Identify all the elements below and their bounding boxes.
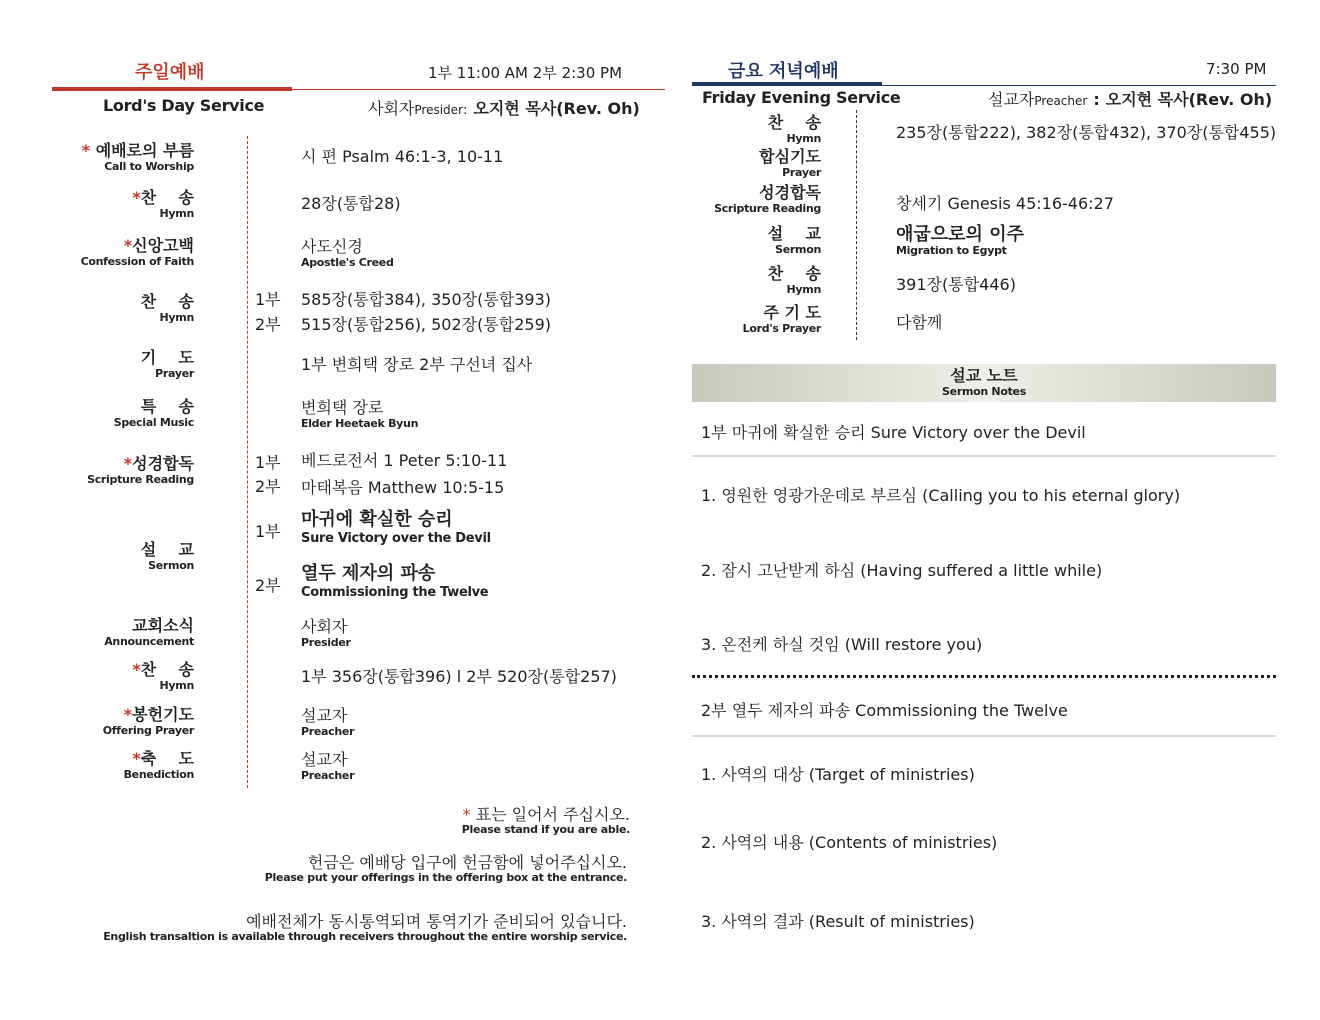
presider-label-en: Presider: [414, 103, 463, 117]
friday-time: 7:30 PM: [1206, 60, 1267, 78]
friday-value-scripture: 창세기 Genesis 45:16-46:27: [896, 194, 1114, 213]
notice-translation: 예배전체가 동시통역되며 통역기가 준비되어 있습니다. English transaltion is available through receivers throughout the entire worship service.: [103, 912, 627, 943]
notes-part1-point: 1. 영원한 영광가운데로 부르심 (Calling you to his eternal glory): [701, 486, 1181, 505]
order-value-sermon-part1: 마귀에 확실한 승리 Sure Victory over the Devil: [301, 509, 491, 546]
preacher-name: 오지현 목사(Rev. Oh): [1105, 90, 1273, 109]
friday-label-prayer: 합심기도 Prayer: [759, 147, 821, 179]
order-label-hymn-2: 찬 송 Hymn: [140, 292, 194, 324]
presider-label: 사회자: [368, 99, 415, 118]
notes-part1-point: 3. 온전케 하실 것임 (Will restore you): [701, 635, 983, 654]
order-value-announcement: 사회자 Presider: [301, 617, 351, 649]
order-value-prayer: 1부 변희택 장로 2부 구선녀 집사: [301, 355, 533, 374]
order-value-hymn-2-part1: 585장(통합384), 350장(통합393): [301, 290, 552, 309]
friday-order-divider: [856, 110, 857, 340]
notes-part2-point: 1. 사역의 대상 (Target of ministries): [701, 765, 975, 784]
notes-part2-title: 2부 열두 제자의 파송 Commissioning the Twelve: [701, 701, 1068, 720]
lords-day-header-rule-thin: [292, 89, 665, 90]
friday-label-sermon: 설 교 Sermon: [767, 224, 821, 256]
order-label-prayer: 기 도 Prayer: [140, 348, 194, 380]
lords-day-title-en: Lord's Day Service: [103, 96, 265, 115]
presider-line: [368, 96, 640, 119]
friday-title-en: Friday Evening Service: [702, 88, 901, 107]
part-label: 2부: [255, 477, 281, 496]
notice-standing: * 표는 일어서 주십시오. Please stand if you are able.: [461, 805, 630, 836]
sermon-notes-header: [692, 364, 1276, 402]
notes-part2-point: 3. 사역의 결과 (Result of ministries): [701, 912, 975, 931]
order-value-hymn-3: 1부 356장(통합396) l 2부 520장(통합257): [301, 667, 617, 686]
order-label-hymn-1: *찬 송 Hymn: [132, 188, 194, 220]
sermon-notes-title: 설교 노트: [950, 366, 1018, 385]
part-label: 1부: [255, 453, 281, 472]
preacher-colon: :: [1093, 90, 1100, 109]
order-value-offering-prayer: 설교자 Preacher: [301, 706, 355, 738]
presider-colon: :: [462, 103, 468, 118]
friday-value-lords-prayer: 다함께: [896, 313, 943, 332]
notes-divider: [692, 455, 1276, 457]
order-label-scripture: *성경합독 Scripture Reading: [87, 454, 194, 486]
friday-value-sermon: 애굽으로의 이주 Migration to Egypt: [896, 224, 1024, 257]
order-value-hymn-1: 28장(통합28): [301, 194, 401, 213]
part-label: 2부: [255, 576, 281, 595]
order-value-special-music: 변희택 장로 Elder Heetaek Byun: [301, 398, 419, 430]
order-value-call-to-worship: 시 편 Psalm 46:1-3, 10-11: [301, 147, 504, 166]
order-value-hymn-2-part2: 515장(통합256), 502장(통합259): [301, 315, 552, 334]
order-value-benediction: 설교자 Preacher: [301, 750, 355, 782]
friday-value-hymn-1: 235장(통합222), 382장(통합432), 370장(통합455): [896, 123, 1277, 142]
preacher-line: [988, 87, 1272, 110]
order-value-scripture-part1: 베드로전서 1 Peter 5:10-11: [301, 451, 508, 470]
friday-title: 금요 저녁예배: [728, 61, 839, 82]
preacher-label-en: Preacher: [1034, 94, 1088, 108]
friday-label-hymn-2: 찬 송 Hymn: [767, 264, 821, 296]
notes-part2-point: 2. 사역의 내용 (Contents of ministries): [701, 833, 998, 852]
order-value-confession: 사도신경 Apostle's Creed: [301, 237, 394, 269]
order-label-sermon: 설 교 Sermon: [140, 540, 194, 572]
order-label-hymn-3: *찬 송 Hymn: [132, 660, 194, 692]
lords-day-time: 1부 11:00 AM 2부 2:30 PM: [428, 64, 623, 82]
notes-dotted-divider: [692, 675, 1276, 678]
order-label-call-to-worship: * 예배로의 부름 Call to Worship: [81, 141, 194, 173]
order-value-sermon-part2: 열두 제자의 파송 Commissioning the Twelve: [301, 563, 489, 600]
sermon-notes-title-en: Sermon Notes: [942, 385, 1026, 398]
order-label-offering-prayer: *봉헌기도 Offering Prayer: [102, 705, 194, 737]
notes-part1-point: 2. 잠시 고난받게 하심 (Having suffered a little while): [701, 561, 1103, 580]
notice-offering: 헌금은 예배당 입구에 헌금함에 넣어주십시오. Please put your offerings in the offering box at the entrance.: [264, 853, 627, 884]
order-label-special-music: 특 송 Special Music: [113, 397, 194, 429]
part-label: 1부: [255, 522, 281, 541]
friday-value-hymn-2: 391장(통합446): [896, 275, 1016, 294]
presider-name: 오지현 목사(Rev. Oh): [473, 99, 640, 118]
friday-header-rule-thick: [692, 82, 882, 86]
order-value-scripture-part2: 마태복음 Matthew 10:5-15: [301, 478, 505, 497]
notes-part1-title: 1부 마귀에 확실한 승리 Sure Victory over the Devil: [701, 423, 1086, 442]
order-label-benediction: *축 도 Benediction: [123, 749, 194, 781]
standing-star: *: [81, 141, 91, 160]
part-label: 1부: [255, 290, 281, 309]
order-label-announcement: 교회소식 Announcement: [104, 616, 194, 648]
notes-divider: [692, 735, 1276, 737]
preacher-label: 설교자: [988, 90, 1035, 109]
order-label-confession: *신앙고백 Confession of Faith: [80, 236, 194, 268]
part-label: 2부: [255, 315, 281, 334]
lords-day-header-rule-thick: [52, 87, 292, 91]
friday-header-rule-thin: [882, 85, 1276, 86]
friday-label-hymn-1: 찬 송 Hymn: [767, 113, 821, 145]
friday-label-lords-prayer: 주 기 도 Lord's Prayer: [742, 303, 821, 335]
friday-label-scripture: 성경합독 Scripture Reading: [714, 183, 821, 215]
lords-day-title: 주일예배: [135, 62, 205, 83]
order-divider: [247, 136, 248, 788]
